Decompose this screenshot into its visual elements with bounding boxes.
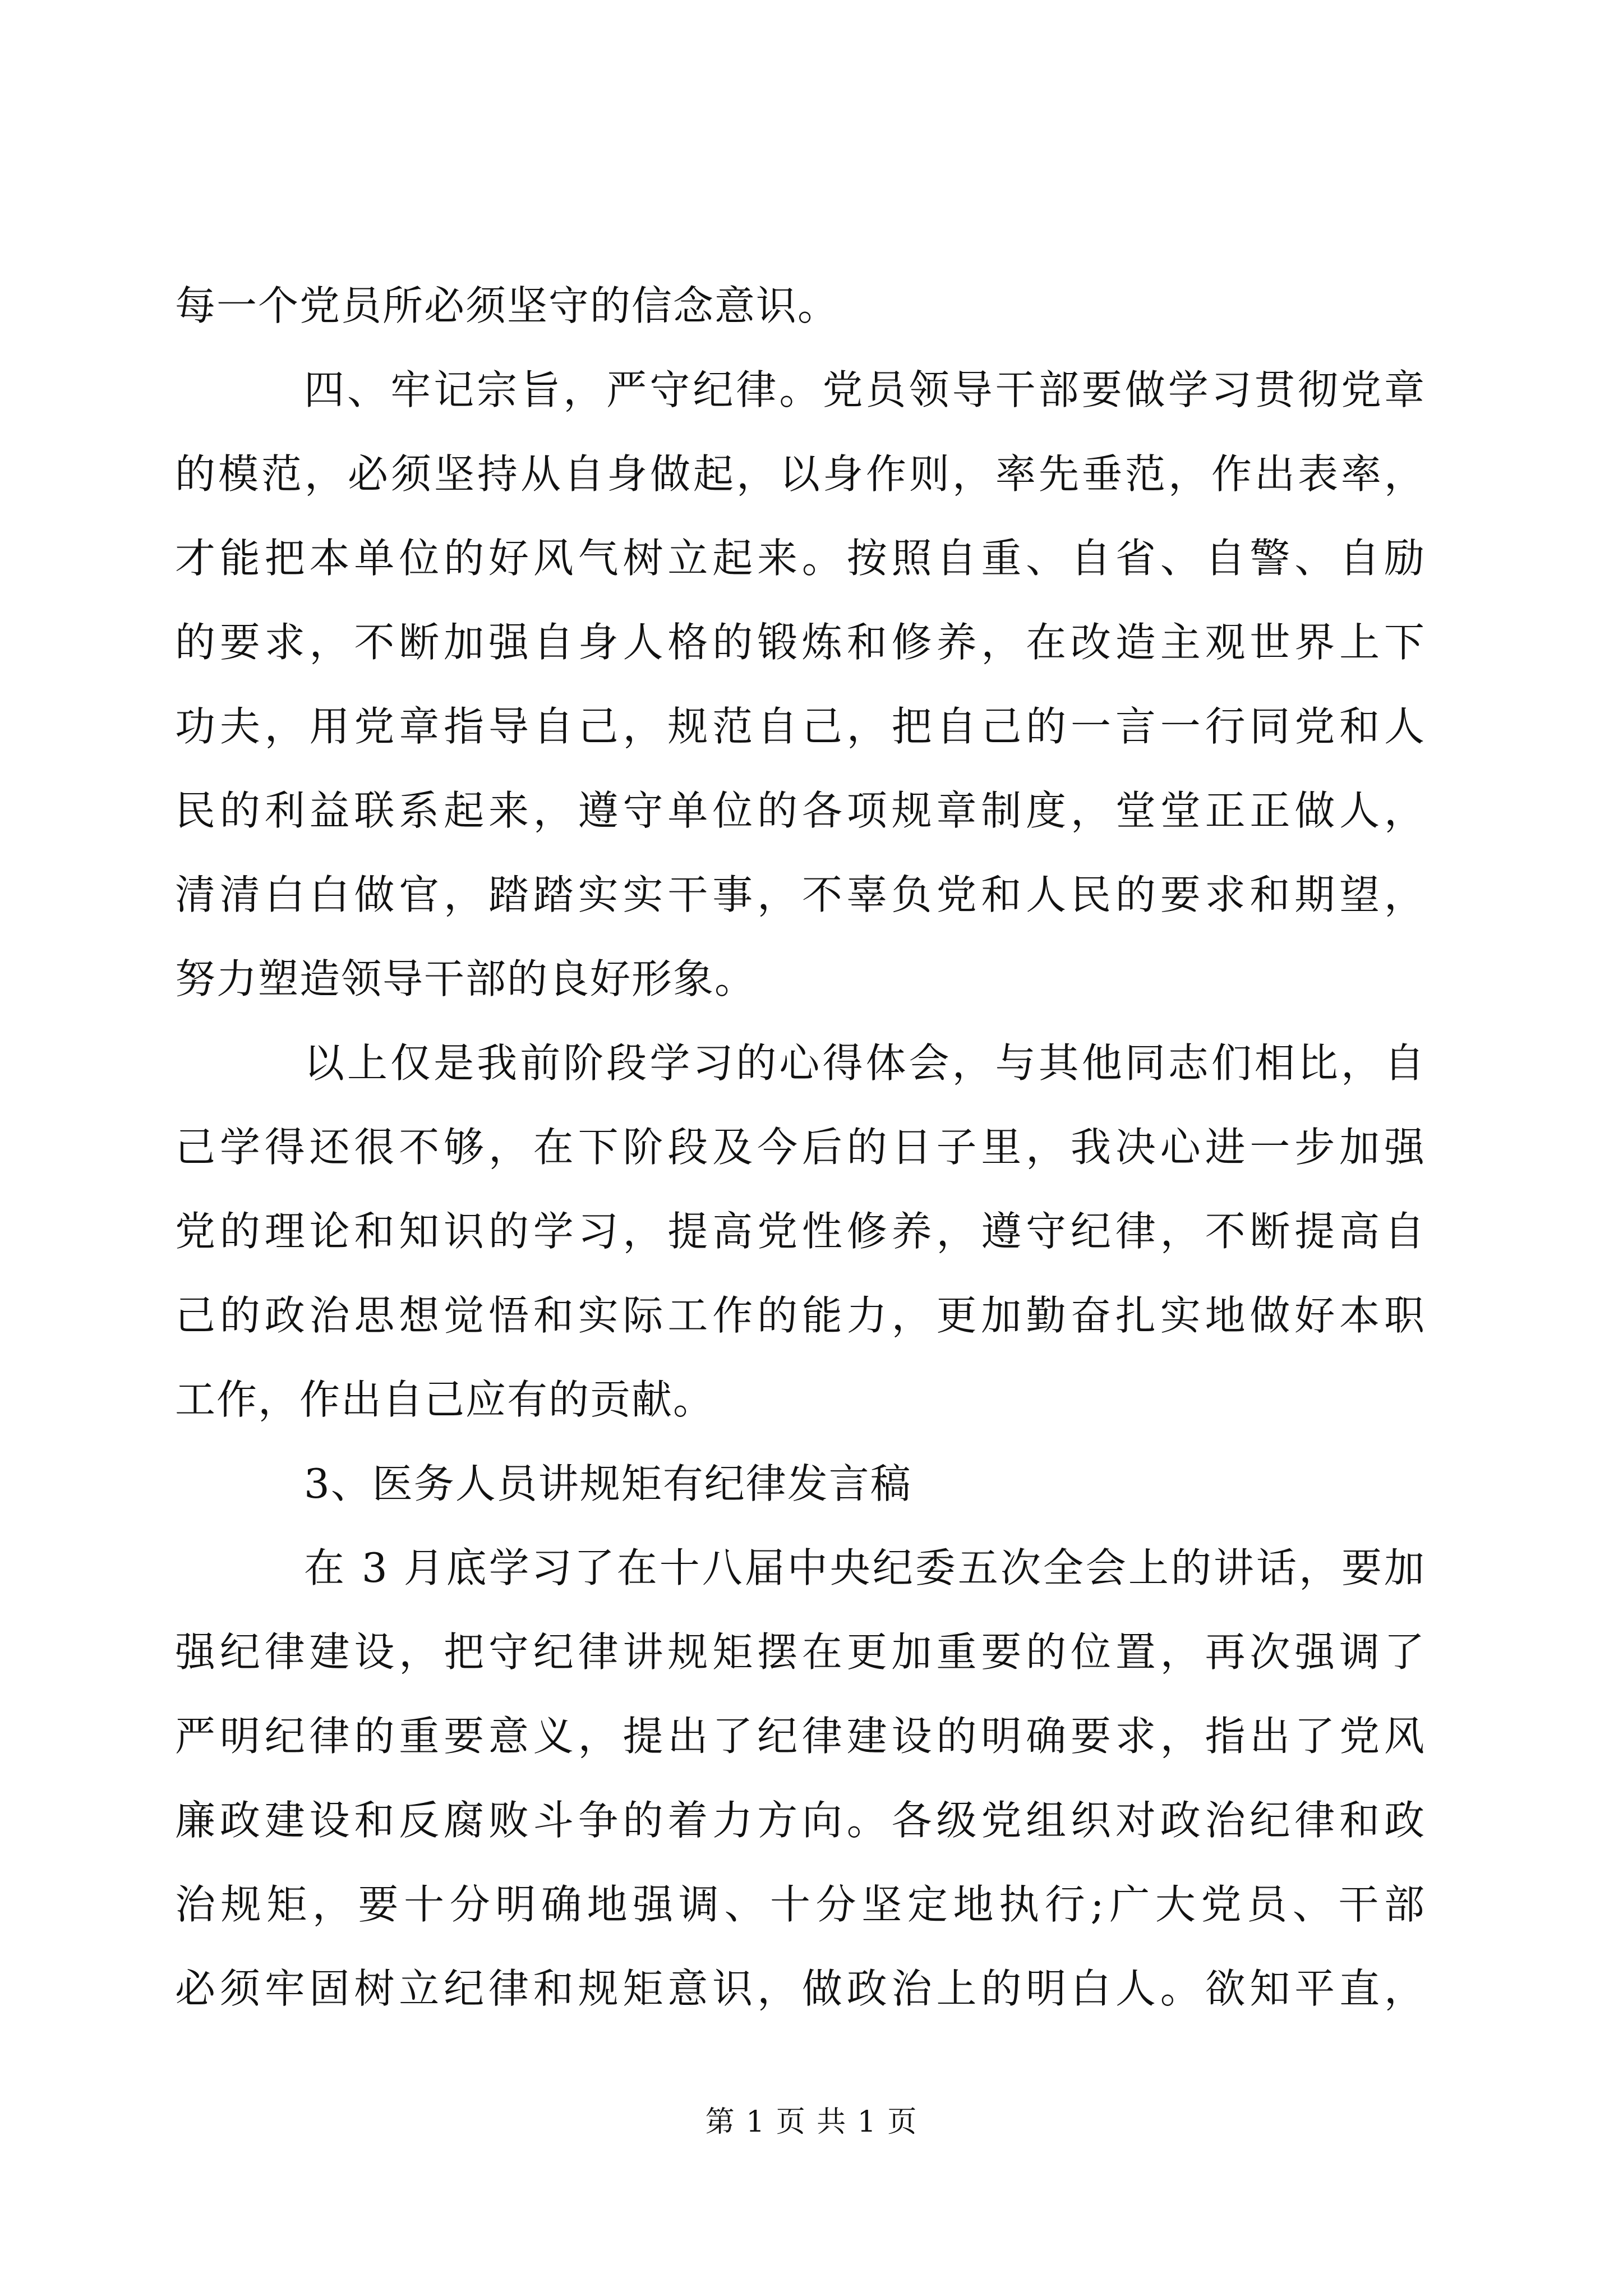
text-line: 己学得还很不够，在下阶段及今后的日子里，我决心进一步加强 [175, 1124, 1426, 1171]
text-line: 的要求，不断加强自身人格的锻炼和修养，在改造主观世界上下 [175, 619, 1426, 666]
document-body [175, 264, 1426, 2031]
text-line: 工作，作出自己应有的贡献。 [175, 1376, 715, 1423]
text-line: 功夫，用党章指导自己，规范自己，把自己的一言一行同党和人 [175, 703, 1426, 750]
text-line: 廉政建设和反腐败斗争的着力方向。各级党组织对政治纪律和政 [175, 1797, 1426, 1844]
text-line: 的模范，必须坚持从自身做起，以身作则，率先垂范，作出表率， [175, 450, 1426, 498]
page-footer: 第 1 页 共 1 页 [705, 2105, 918, 2139]
text-line: 强纪律建设，把守纪律讲规矩摆在更加重要的位置，再次强调了 [175, 1628, 1426, 1676]
text-line: 党的理论和知识的学习，提高党性修养，遵守纪律，不断提高自 [175, 1208, 1426, 1255]
text-line: 努力塑造领导干部的良好形象。 [175, 955, 757, 1002]
text-line: 严明纪律的重要意义，提出了纪律建设的明确要求，指出了党风 [175, 1713, 1426, 1760]
text-line: 己的政治思想觉悟和实际工作的能力，更加勤奋扎实地做好本职 [175, 1292, 1426, 1339]
text-line: 才能把本单位的好风气树立起来。按照自重、自省、自警、自励 [175, 535, 1426, 582]
text-line: 四、牢记宗旨，严守纪律。党员领导干部要做学习贯彻党章 [304, 366, 1426, 413]
text-line: 每一个党员所必须坚守的信念意识。 [175, 282, 840, 329]
text-line: 以上仅是我前阶段学习的心得体会，与其他同志们相比，自 [304, 1039, 1426, 1087]
text-line: 在 3 月底学习了在十八届中央纪委五次全会上的讲话，要加 [304, 1544, 1426, 1591]
text-line: 清清白白做官，踏踏实实干事，不辜负党和人民的要求和期望， [175, 871, 1426, 918]
text-line: 民的利益联系起来，遵守单位的各项规章制度，堂堂正正做人， [175, 787, 1426, 834]
text-line: 3、医务人员讲规矩有纪律发言稿 [304, 1460, 912, 1507]
text-line: 治规矩，要十分明确地强调、十分坚定地执行;广大党员、干部 [175, 1881, 1426, 1928]
text-line: 必须牢固树立纪律和规矩意识，做政治上的明白人。欲知平直， [175, 1965, 1426, 2012]
